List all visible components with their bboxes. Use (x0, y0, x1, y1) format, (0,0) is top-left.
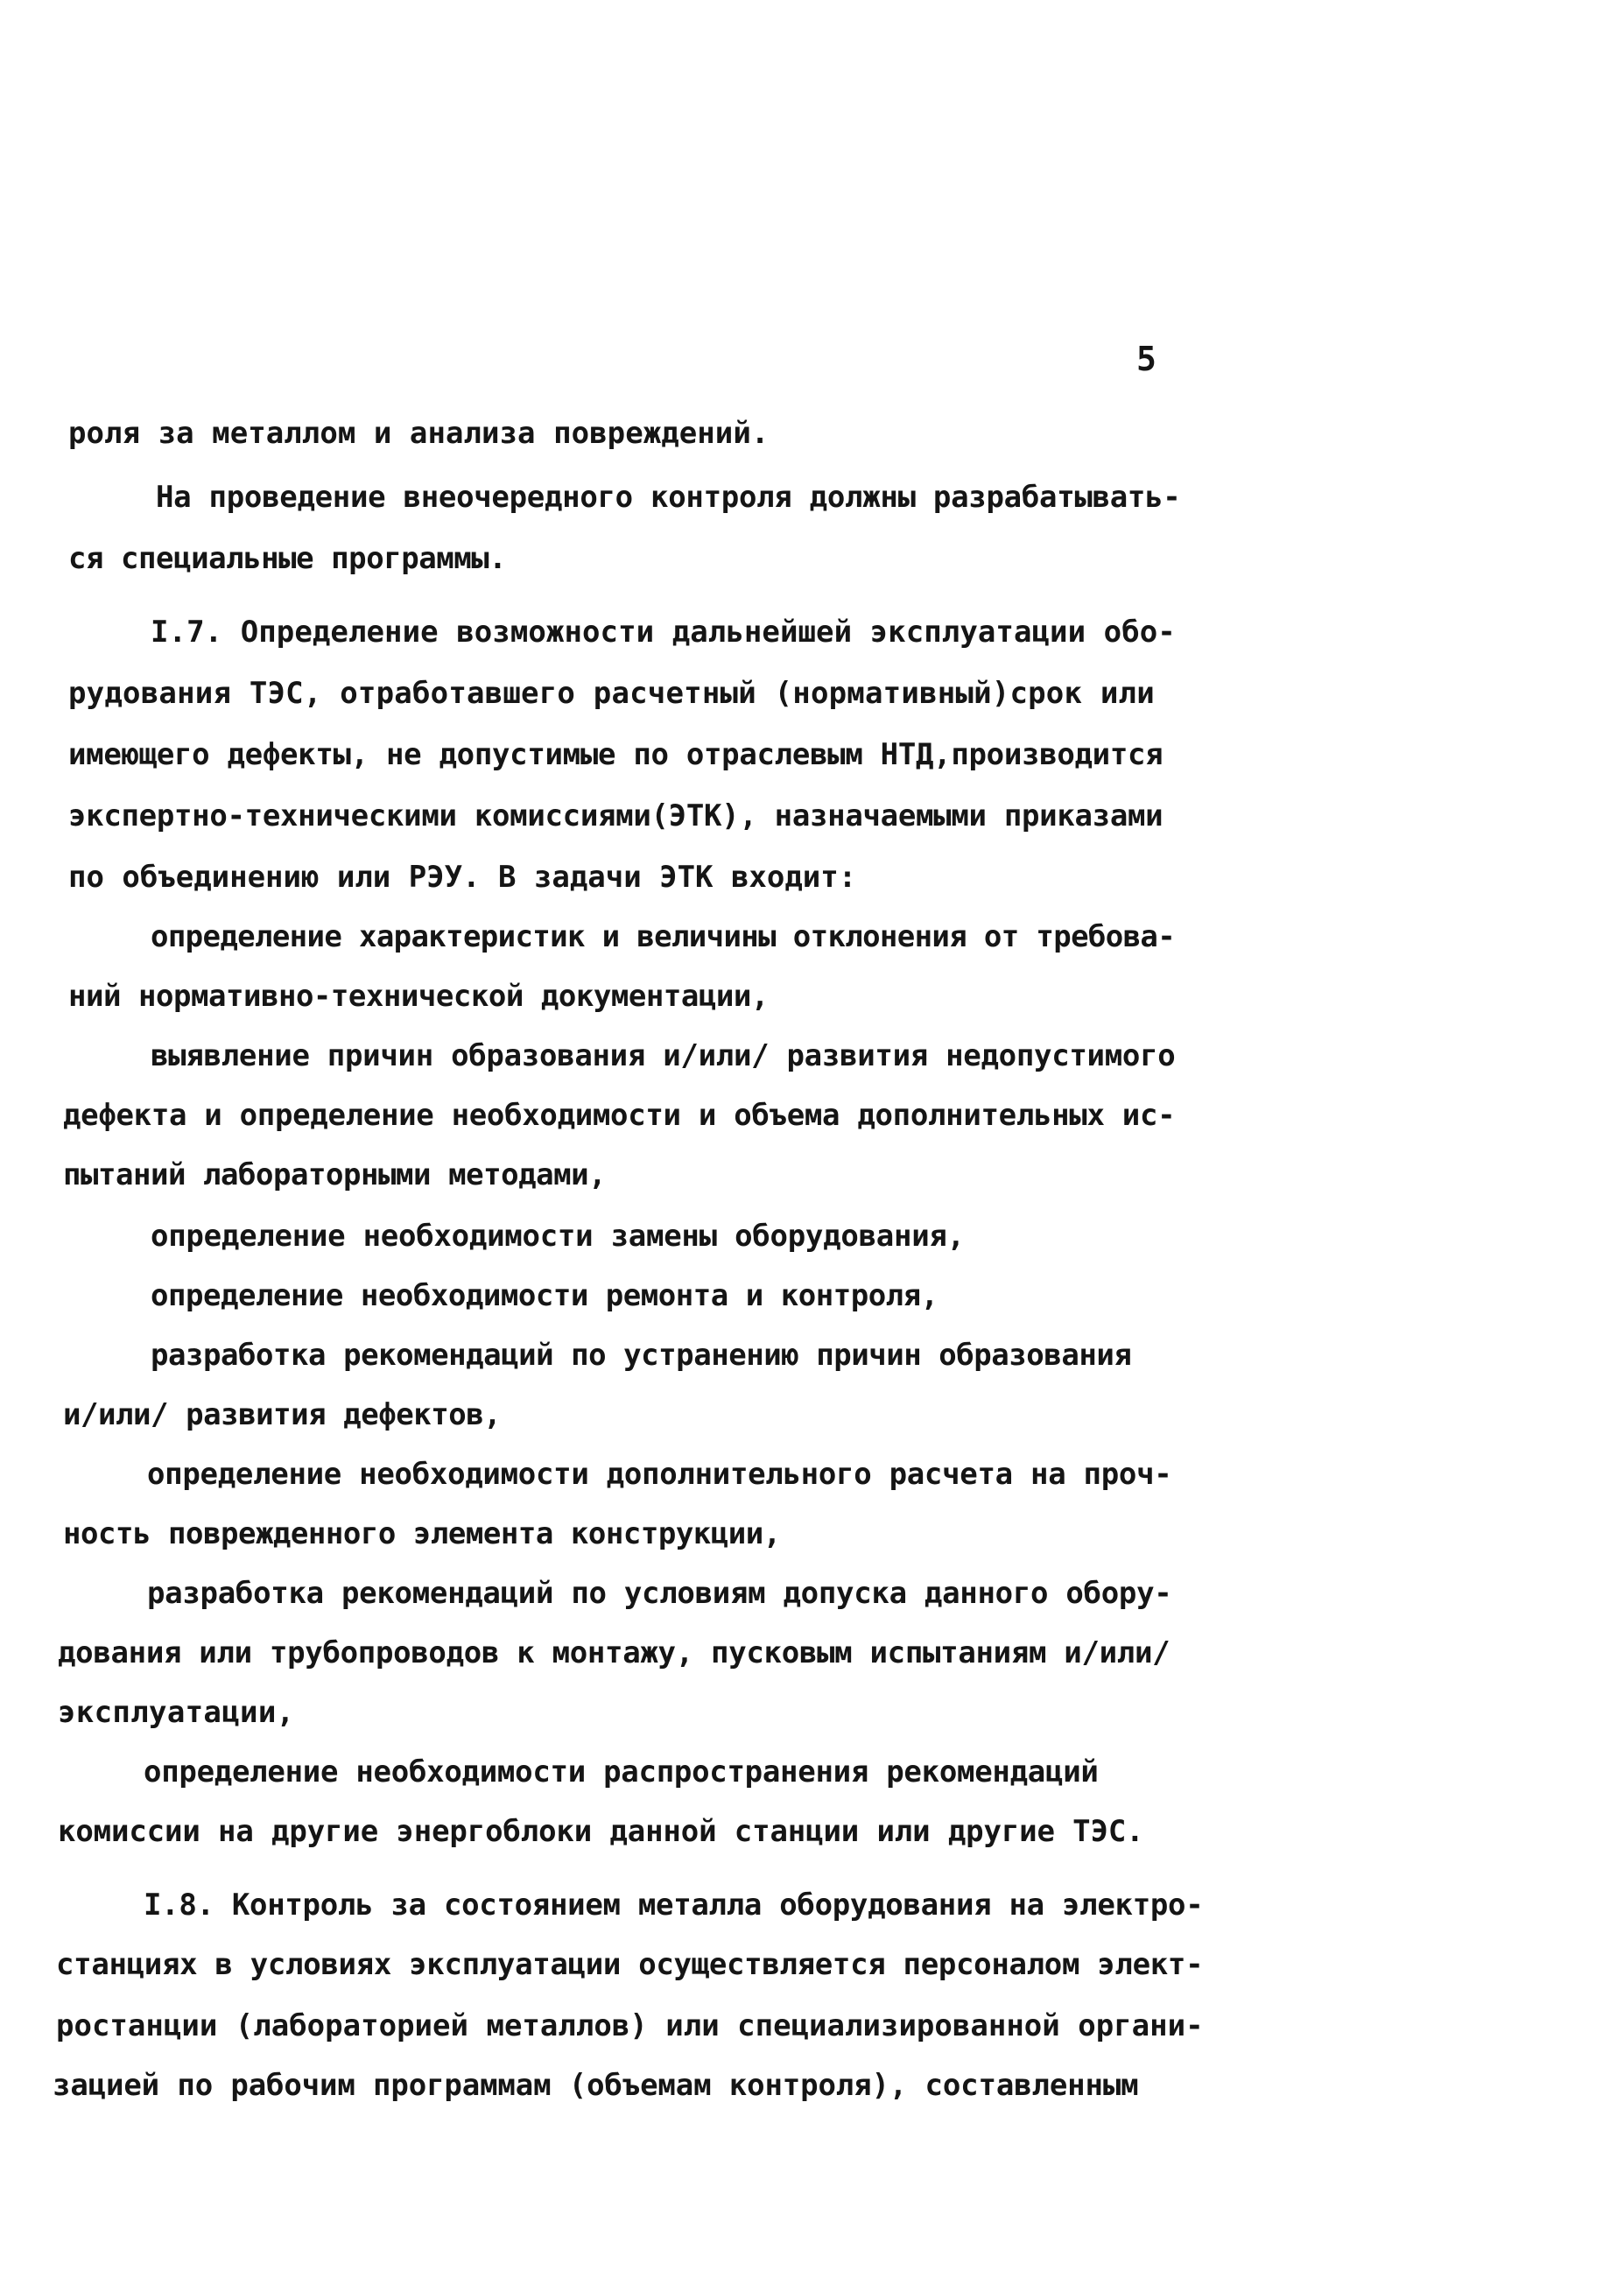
text-line: пытаний лабораторными методами, (63, 1157, 607, 1192)
text-line: определение необходимости дополнительного расчета на проч- (147, 1457, 1172, 1492)
text-line: имеющего дефекты, не допустимые по отраслевым НТД,производится (68, 737, 1164, 772)
text-line: экспертно-техническими комиссиями(ЭТК), назначаемыми приказами (68, 798, 1164, 833)
text-line: На проведение внеочередного контроля должны разрабатывать- (156, 480, 1181, 515)
text-line: ность поврежденного элемента конструкции, (63, 1516, 781, 1551)
text-line: ростанции (лабораторией металлов) или специализированной органи- (56, 2008, 1204, 2043)
text-line: зацией по рабочим программам (объемам контроля), составленным (53, 2068, 1139, 2103)
text-line: комиссии на другие энергоблоки данной станции или другие ТЭС. (58, 1814, 1144, 1849)
text-line: определение необходимости ремонта и контроля, (151, 1278, 939, 1313)
text-line: по объединению или РЭУ. В задачи ЭТК входит: (68, 860, 857, 895)
text-line: рудования ТЭС, отработавшего расчетный (нормативный)срок или (68, 676, 1155, 711)
text-line: дования или трубопроводов к монтажу, пусковым испытаниям и/или/ (58, 1635, 1171, 1670)
text-line: ний нормативно-технической документации, (68, 979, 769, 1014)
text-line: дефекта и определение необходимости и объема дополнительных ис- (63, 1098, 1176, 1133)
text-line: определение необходимости замены оборудования, (151, 1219, 965, 1254)
text-line: эксплуатации, (58, 1695, 295, 1730)
text-line: роля за металлом и анализа повреждений. (68, 416, 770, 451)
text-line: I.7. Определение возможности дальнейшей эксплуатации обо- (151, 615, 1176, 650)
text-line: I.8. Контроль за состоянием металла оборудования на электро- (144, 1888, 1204, 1923)
text-line: выявление причин образования и/или/ развития недопустимого (151, 1038, 1176, 1073)
text-line: ся специальные программы. (68, 541, 507, 576)
text-line: разработка рекомендаций по устранению причин образования (151, 1338, 1132, 1373)
text-line: определение характеристик и величины отклонения от требова- (151, 919, 1176, 954)
text-line: разработка рекомендаций по условиям допуска данного обору- (147, 1576, 1172, 1611)
text-line: и/или/ развития дефектов, (63, 1397, 502, 1432)
text-line: определение необходимости распространения рекомендаций (144, 1754, 1099, 1789)
text-line: станциях в условиях эксплуатации осуществляется персоналом элект- (56, 1947, 1204, 1982)
page-number: 5 (1136, 340, 1156, 378)
